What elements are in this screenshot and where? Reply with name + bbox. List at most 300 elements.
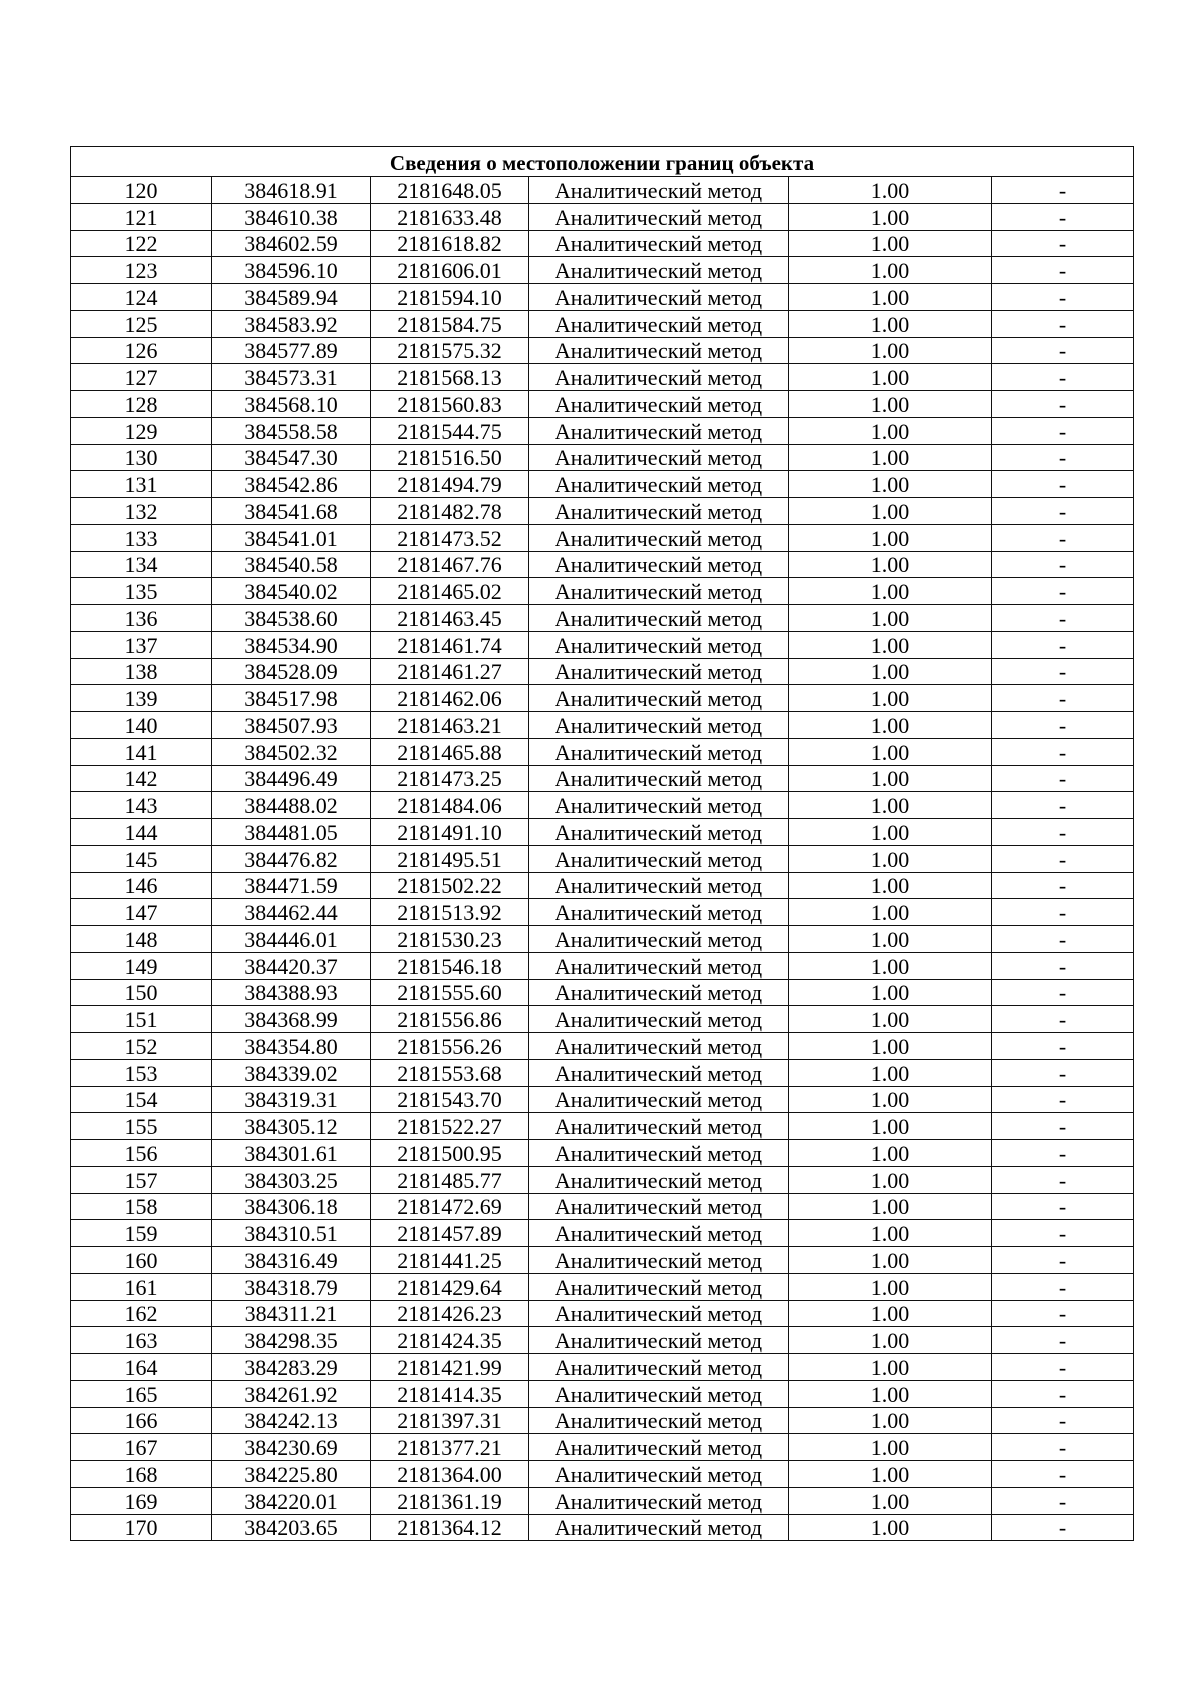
method-cell: Аналитический метод xyxy=(529,926,789,953)
point-number-cell: 160 xyxy=(71,1247,212,1274)
table-title: Сведения о местоположении границ объекта xyxy=(71,147,1134,177)
x-coordinate-cell: 384547.30 xyxy=(212,445,371,472)
point-number-cell: 137 xyxy=(71,632,212,659)
method-cell: Аналитический метод xyxy=(529,284,789,311)
note-cell: - xyxy=(992,1033,1134,1060)
point-number-cell: 167 xyxy=(71,1434,212,1461)
note-cell: - xyxy=(992,980,1134,1007)
point-number-cell: 121 xyxy=(71,204,212,231)
note-cell: - xyxy=(992,552,1134,579)
y-coordinate-cell: 2181461.74 xyxy=(371,632,529,659)
accuracy-cell: 1.00 xyxy=(789,471,992,498)
y-coordinate-cell: 2181502.22 xyxy=(371,873,529,900)
y-coordinate-cell: 2181473.52 xyxy=(371,525,529,552)
y-coordinate-cell: 2181522.27 xyxy=(371,1113,529,1140)
note-cell: - xyxy=(992,231,1134,258)
accuracy-cell: 1.00 xyxy=(789,1301,992,1328)
x-coordinate-cell: 384538.60 xyxy=(212,605,371,632)
x-coordinate-cell: 384306.18 xyxy=(212,1194,371,1221)
method-cell: Аналитический метод xyxy=(529,578,789,605)
note-cell: - xyxy=(992,284,1134,311)
accuracy-cell: 1.00 xyxy=(789,1113,992,1140)
x-coordinate-cell: 384496.49 xyxy=(212,766,371,793)
point-number-cell: 122 xyxy=(71,231,212,258)
accuracy-cell: 1.00 xyxy=(789,659,992,686)
point-number-cell: 154 xyxy=(71,1087,212,1114)
accuracy-cell: 1.00 xyxy=(789,1194,992,1221)
note-cell: - xyxy=(992,1087,1134,1114)
x-coordinate-cell: 384318.79 xyxy=(212,1274,371,1301)
accuracy-cell: 1.00 xyxy=(789,632,992,659)
point-number-cell: 168 xyxy=(71,1461,212,1488)
y-coordinate-cell: 2181560.83 xyxy=(371,391,529,418)
note-cell: - xyxy=(992,926,1134,953)
accuracy-cell: 1.00 xyxy=(789,685,992,712)
y-coordinate-cell: 2181584.75 xyxy=(371,311,529,338)
accuracy-cell: 1.00 xyxy=(789,445,992,472)
x-coordinate-cell: 384446.01 xyxy=(212,926,371,953)
y-coordinate-cell: 2181546.18 xyxy=(371,953,529,980)
point-number-cell: 144 xyxy=(71,819,212,846)
note-cell: - xyxy=(992,1247,1134,1274)
point-number-cell: 159 xyxy=(71,1220,212,1247)
point-number-cell: 163 xyxy=(71,1327,212,1354)
note-cell: - xyxy=(992,1274,1134,1301)
x-coordinate-cell: 384203.65 xyxy=(212,1515,371,1542)
point-number-cell: 151 xyxy=(71,1006,212,1033)
method-cell: Аналитический метод xyxy=(529,632,789,659)
note-cell: - xyxy=(992,899,1134,926)
method-cell: Аналитический метод xyxy=(529,257,789,284)
accuracy-cell: 1.00 xyxy=(789,766,992,793)
point-number-cell: 152 xyxy=(71,1033,212,1060)
note-cell: - xyxy=(992,1461,1134,1488)
point-number-cell: 130 xyxy=(71,445,212,472)
point-number-cell: 164 xyxy=(71,1354,212,1381)
accuracy-cell: 1.00 xyxy=(789,605,992,632)
x-coordinate-cell: 384339.02 xyxy=(212,1060,371,1087)
note-cell: - xyxy=(992,1327,1134,1354)
y-coordinate-cell: 2181482.78 xyxy=(371,498,529,525)
note-cell: - xyxy=(992,1220,1134,1247)
method-cell: Аналитический метод xyxy=(529,792,789,819)
accuracy-cell: 1.00 xyxy=(789,231,992,258)
x-coordinate-cell: 384488.02 xyxy=(212,792,371,819)
accuracy-cell: 1.00 xyxy=(789,1087,992,1114)
accuracy-cell: 1.00 xyxy=(789,364,992,391)
method-cell: Аналитический метод xyxy=(529,819,789,846)
accuracy-cell: 1.00 xyxy=(789,712,992,739)
method-cell: Аналитический метод xyxy=(529,1515,789,1542)
point-number-cell: 120 xyxy=(71,177,212,204)
point-number-cell: 147 xyxy=(71,899,212,926)
accuracy-cell: 1.00 xyxy=(789,1247,992,1274)
x-coordinate-cell: 384316.49 xyxy=(212,1247,371,1274)
y-coordinate-cell: 2181553.68 xyxy=(371,1060,529,1087)
accuracy-cell: 1.00 xyxy=(789,204,992,231)
method-cell: Аналитический метод xyxy=(529,177,789,204)
accuracy-cell: 1.00 xyxy=(789,1434,992,1461)
y-coordinate-cell: 2181472.69 xyxy=(371,1194,529,1221)
accuracy-cell: 1.00 xyxy=(789,953,992,980)
accuracy-cell: 1.00 xyxy=(789,578,992,605)
y-coordinate-cell: 2181457.89 xyxy=(371,1220,529,1247)
method-cell: Аналитический метод xyxy=(529,899,789,926)
x-coordinate-cell: 384261.92 xyxy=(212,1381,371,1408)
note-cell: - xyxy=(992,1301,1134,1328)
point-number-cell: 158 xyxy=(71,1194,212,1221)
method-cell: Аналитический метод xyxy=(529,1060,789,1087)
note-cell: - xyxy=(992,1408,1134,1435)
note-cell: - xyxy=(992,1006,1134,1033)
note-cell: - xyxy=(992,739,1134,766)
point-number-cell: 129 xyxy=(71,418,212,445)
y-coordinate-cell: 2181462.06 xyxy=(371,685,529,712)
x-coordinate-cell: 384583.92 xyxy=(212,311,371,338)
y-coordinate-cell: 2181465.02 xyxy=(371,578,529,605)
point-number-cell: 133 xyxy=(71,525,212,552)
point-number-cell: 146 xyxy=(71,873,212,900)
note-cell: - xyxy=(992,1167,1134,1194)
method-cell: Аналитический метод xyxy=(529,873,789,900)
y-coordinate-cell: 2181491.10 xyxy=(371,819,529,846)
accuracy-cell: 1.00 xyxy=(789,846,992,873)
y-coordinate-cell: 2181494.79 xyxy=(371,471,529,498)
note-cell: - xyxy=(992,846,1134,873)
point-number-cell: 149 xyxy=(71,953,212,980)
method-cell: Аналитический метод xyxy=(529,953,789,980)
point-number-cell: 145 xyxy=(71,846,212,873)
point-number-cell: 153 xyxy=(71,1060,212,1087)
accuracy-cell: 1.00 xyxy=(789,257,992,284)
method-cell: Аналитический метод xyxy=(529,1408,789,1435)
y-coordinate-cell: 2181594.10 xyxy=(371,284,529,311)
x-coordinate-cell: 384541.01 xyxy=(212,525,371,552)
method-cell: Аналитический метод xyxy=(529,498,789,525)
method-cell: Аналитический метод xyxy=(529,1247,789,1274)
note-cell: - xyxy=(992,391,1134,418)
x-coordinate-cell: 384303.25 xyxy=(212,1167,371,1194)
accuracy-cell: 1.00 xyxy=(789,1408,992,1435)
note-cell: - xyxy=(992,659,1134,686)
y-coordinate-cell: 2181555.60 xyxy=(371,980,529,1007)
y-coordinate-cell: 2181414.35 xyxy=(371,1381,529,1408)
x-coordinate-cell: 384481.05 xyxy=(212,819,371,846)
x-coordinate-cell: 384534.90 xyxy=(212,632,371,659)
accuracy-cell: 1.00 xyxy=(789,873,992,900)
point-number-cell: 140 xyxy=(71,712,212,739)
accuracy-cell: 1.00 xyxy=(789,525,992,552)
accuracy-cell: 1.00 xyxy=(789,338,992,365)
method-cell: Аналитический метод xyxy=(529,1381,789,1408)
point-number-cell: 143 xyxy=(71,792,212,819)
method-cell: Аналитический метод xyxy=(529,685,789,712)
accuracy-cell: 1.00 xyxy=(789,1140,992,1167)
note-cell: - xyxy=(992,311,1134,338)
y-coordinate-cell: 2181500.95 xyxy=(371,1140,529,1167)
y-coordinate-cell: 2181568.13 xyxy=(371,364,529,391)
x-coordinate-cell: 384311.21 xyxy=(212,1301,371,1328)
method-cell: Аналитический метод xyxy=(529,739,789,766)
y-coordinate-cell: 2181544.75 xyxy=(371,418,529,445)
y-coordinate-cell: 2181426.23 xyxy=(371,1301,529,1328)
point-number-cell: 126 xyxy=(71,338,212,365)
note-cell: - xyxy=(992,1354,1134,1381)
point-number-cell: 134 xyxy=(71,552,212,579)
note-cell: - xyxy=(992,471,1134,498)
y-coordinate-cell: 2181463.21 xyxy=(371,712,529,739)
note-cell: - xyxy=(992,792,1134,819)
point-number-cell: 150 xyxy=(71,980,212,1007)
accuracy-cell: 1.00 xyxy=(789,926,992,953)
note-cell: - xyxy=(992,1434,1134,1461)
accuracy-cell: 1.00 xyxy=(789,1515,992,1542)
method-cell: Аналитический метод xyxy=(529,1087,789,1114)
note-cell: - xyxy=(992,204,1134,231)
method-cell: Аналитический метод xyxy=(529,525,789,552)
y-coordinate-cell: 2181513.92 xyxy=(371,899,529,926)
method-cell: Аналитический метод xyxy=(529,712,789,739)
note-cell: - xyxy=(992,338,1134,365)
y-coordinate-cell: 2181556.86 xyxy=(371,1006,529,1033)
accuracy-cell: 1.00 xyxy=(789,1381,992,1408)
y-coordinate-cell: 2181543.70 xyxy=(371,1087,529,1114)
note-cell: - xyxy=(992,632,1134,659)
y-coordinate-cell: 2181495.51 xyxy=(371,846,529,873)
method-cell: Аналитический метод xyxy=(529,418,789,445)
x-coordinate-cell: 384471.59 xyxy=(212,873,371,900)
note-cell: - xyxy=(992,1194,1134,1221)
note-cell: - xyxy=(992,498,1134,525)
point-number-cell: 156 xyxy=(71,1140,212,1167)
x-coordinate-cell: 384507.93 xyxy=(212,712,371,739)
y-coordinate-cell: 2181377.21 xyxy=(371,1434,529,1461)
method-cell: Аналитический метод xyxy=(529,1140,789,1167)
accuracy-cell: 1.00 xyxy=(789,1060,992,1087)
coordinates-table xyxy=(70,146,1134,1541)
x-coordinate-cell: 384540.02 xyxy=(212,578,371,605)
method-cell: Аналитический метод xyxy=(529,311,789,338)
x-coordinate-cell: 384225.80 xyxy=(212,1461,371,1488)
point-number-cell: 148 xyxy=(71,926,212,953)
note-cell: - xyxy=(992,445,1134,472)
method-cell: Аналитический метод xyxy=(529,1327,789,1354)
note-cell: - xyxy=(992,1060,1134,1087)
x-coordinate-cell: 384610.38 xyxy=(212,204,371,231)
x-coordinate-cell: 384502.32 xyxy=(212,739,371,766)
method-cell: Аналитический метод xyxy=(529,204,789,231)
x-coordinate-cell: 384618.91 xyxy=(212,177,371,204)
note-cell: - xyxy=(992,712,1134,739)
method-cell: Аналитический метод xyxy=(529,980,789,1007)
method-cell: Аналитический метод xyxy=(529,1006,789,1033)
accuracy-cell: 1.00 xyxy=(789,980,992,1007)
y-coordinate-cell: 2181421.99 xyxy=(371,1354,529,1381)
x-coordinate-cell: 384542.86 xyxy=(212,471,371,498)
x-coordinate-cell: 384242.13 xyxy=(212,1408,371,1435)
method-cell: Аналитический метод xyxy=(529,1354,789,1381)
method-cell: Аналитический метод xyxy=(529,445,789,472)
accuracy-cell: 1.00 xyxy=(789,739,992,766)
note-cell: - xyxy=(992,953,1134,980)
point-number-cell: 170 xyxy=(71,1515,212,1542)
x-coordinate-cell: 384305.12 xyxy=(212,1113,371,1140)
point-number-cell: 128 xyxy=(71,391,212,418)
x-coordinate-cell: 384462.44 xyxy=(212,899,371,926)
method-cell: Аналитический метод xyxy=(529,1033,789,1060)
x-coordinate-cell: 384230.69 xyxy=(212,1434,371,1461)
accuracy-cell: 1.00 xyxy=(789,498,992,525)
method-cell: Аналитический метод xyxy=(529,766,789,793)
method-cell: Аналитический метод xyxy=(529,231,789,258)
y-coordinate-cell: 2181424.35 xyxy=(371,1327,529,1354)
x-coordinate-cell: 384476.82 xyxy=(212,846,371,873)
point-number-cell: 124 xyxy=(71,284,212,311)
point-number-cell: 138 xyxy=(71,659,212,686)
x-coordinate-cell: 384541.68 xyxy=(212,498,371,525)
y-coordinate-cell: 2181516.50 xyxy=(371,445,529,472)
accuracy-cell: 1.00 xyxy=(789,1006,992,1033)
note-cell: - xyxy=(992,1515,1134,1542)
note-cell: - xyxy=(992,1381,1134,1408)
accuracy-cell: 1.00 xyxy=(789,1461,992,1488)
x-coordinate-cell: 384354.80 xyxy=(212,1033,371,1060)
note-cell: - xyxy=(992,364,1134,391)
y-coordinate-cell: 2181397.31 xyxy=(371,1408,529,1435)
point-number-cell: 169 xyxy=(71,1488,212,1515)
x-coordinate-cell: 384528.09 xyxy=(212,659,371,686)
x-coordinate-cell: 384577.89 xyxy=(212,338,371,365)
point-number-cell: 127 xyxy=(71,364,212,391)
y-coordinate-cell: 2181606.01 xyxy=(371,257,529,284)
note-cell: - xyxy=(992,766,1134,793)
x-coordinate-cell: 384301.61 xyxy=(212,1140,371,1167)
y-coordinate-cell: 2181648.05 xyxy=(371,177,529,204)
note-cell: - xyxy=(992,257,1134,284)
method-cell: Аналитический метод xyxy=(529,391,789,418)
note-cell: - xyxy=(992,1113,1134,1140)
accuracy-cell: 1.00 xyxy=(789,552,992,579)
x-coordinate-cell: 384568.10 xyxy=(212,391,371,418)
x-coordinate-cell: 384420.37 xyxy=(212,953,371,980)
y-coordinate-cell: 2181441.25 xyxy=(371,1247,529,1274)
y-coordinate-cell: 2181364.12 xyxy=(371,1515,529,1542)
point-number-cell: 139 xyxy=(71,685,212,712)
accuracy-cell: 1.00 xyxy=(789,284,992,311)
point-number-cell: 157 xyxy=(71,1167,212,1194)
x-coordinate-cell: 384596.10 xyxy=(212,257,371,284)
accuracy-cell: 1.00 xyxy=(789,1033,992,1060)
x-coordinate-cell: 384310.51 xyxy=(212,1220,371,1247)
y-coordinate-cell: 2181575.32 xyxy=(371,338,529,365)
method-cell: Аналитический метод xyxy=(529,1194,789,1221)
point-number-cell: 136 xyxy=(71,605,212,632)
accuracy-cell: 1.00 xyxy=(789,1220,992,1247)
accuracy-cell: 1.00 xyxy=(789,418,992,445)
note-cell: - xyxy=(992,578,1134,605)
accuracy-cell: 1.00 xyxy=(789,1274,992,1301)
method-cell: Аналитический метод xyxy=(529,471,789,498)
accuracy-cell: 1.00 xyxy=(789,792,992,819)
note-cell: - xyxy=(992,525,1134,552)
y-coordinate-cell: 2181461.27 xyxy=(371,659,529,686)
method-cell: Аналитический метод xyxy=(529,605,789,632)
accuracy-cell: 1.00 xyxy=(789,391,992,418)
method-cell: Аналитический метод xyxy=(529,552,789,579)
x-coordinate-cell: 384602.59 xyxy=(212,231,371,258)
y-coordinate-cell: 2181530.23 xyxy=(371,926,529,953)
x-coordinate-cell: 384283.29 xyxy=(212,1354,371,1381)
note-cell: - xyxy=(992,177,1134,204)
y-coordinate-cell: 2181633.48 xyxy=(371,204,529,231)
note-cell: - xyxy=(992,418,1134,445)
point-number-cell: 131 xyxy=(71,471,212,498)
method-cell: Аналитический метод xyxy=(529,1220,789,1247)
method-cell: Аналитический метод xyxy=(529,1461,789,1488)
note-cell: - xyxy=(992,873,1134,900)
accuracy-cell: 1.00 xyxy=(789,819,992,846)
method-cell: Аналитический метод xyxy=(529,1301,789,1328)
y-coordinate-cell: 2181364.00 xyxy=(371,1461,529,1488)
x-coordinate-cell: 384573.31 xyxy=(212,364,371,391)
accuracy-cell: 1.00 xyxy=(789,311,992,338)
method-cell: Аналитический метод xyxy=(529,846,789,873)
point-number-cell: 132 xyxy=(71,498,212,525)
y-coordinate-cell: 2181463.45 xyxy=(371,605,529,632)
y-coordinate-cell: 2181467.76 xyxy=(371,552,529,579)
point-number-cell: 155 xyxy=(71,1113,212,1140)
x-coordinate-cell: 384220.01 xyxy=(212,1488,371,1515)
point-number-cell: 166 xyxy=(71,1408,212,1435)
point-number-cell: 123 xyxy=(71,257,212,284)
y-coordinate-cell: 2181618.82 xyxy=(371,231,529,258)
note-cell: - xyxy=(992,685,1134,712)
y-coordinate-cell: 2181485.77 xyxy=(371,1167,529,1194)
x-coordinate-cell: 384388.93 xyxy=(212,980,371,1007)
x-coordinate-cell: 384517.98 xyxy=(212,685,371,712)
y-coordinate-cell: 2181484.06 xyxy=(371,792,529,819)
y-coordinate-cell: 2181465.88 xyxy=(371,739,529,766)
point-number-cell: 162 xyxy=(71,1301,212,1328)
point-number-cell: 141 xyxy=(71,739,212,766)
x-coordinate-cell: 384368.99 xyxy=(212,1006,371,1033)
y-coordinate-cell: 2181556.26 xyxy=(371,1033,529,1060)
method-cell: Аналитический метод xyxy=(529,1113,789,1140)
accuracy-cell: 1.00 xyxy=(789,1354,992,1381)
y-coordinate-cell: 2181473.25 xyxy=(371,766,529,793)
x-coordinate-cell: 384589.94 xyxy=(212,284,371,311)
point-number-cell: 165 xyxy=(71,1381,212,1408)
note-cell: - xyxy=(992,819,1134,846)
method-cell: Аналитический метод xyxy=(529,1434,789,1461)
accuracy-cell: 1.00 xyxy=(789,1488,992,1515)
point-number-cell: 142 xyxy=(71,766,212,793)
accuracy-cell: 1.00 xyxy=(789,899,992,926)
accuracy-cell: 1.00 xyxy=(789,1327,992,1354)
x-coordinate-cell: 384298.35 xyxy=(212,1327,371,1354)
method-cell: Аналитический метод xyxy=(529,338,789,365)
note-cell: - xyxy=(992,1140,1134,1167)
method-cell: Аналитический метод xyxy=(529,1167,789,1194)
y-coordinate-cell: 2181361.19 xyxy=(371,1488,529,1515)
y-coordinate-cell: 2181429.64 xyxy=(371,1274,529,1301)
point-number-cell: 125 xyxy=(71,311,212,338)
note-cell: - xyxy=(992,605,1134,632)
method-cell: Аналитический метод xyxy=(529,659,789,686)
point-number-cell: 161 xyxy=(71,1274,212,1301)
x-coordinate-cell: 384319.31 xyxy=(212,1087,371,1114)
accuracy-cell: 1.00 xyxy=(789,1167,992,1194)
